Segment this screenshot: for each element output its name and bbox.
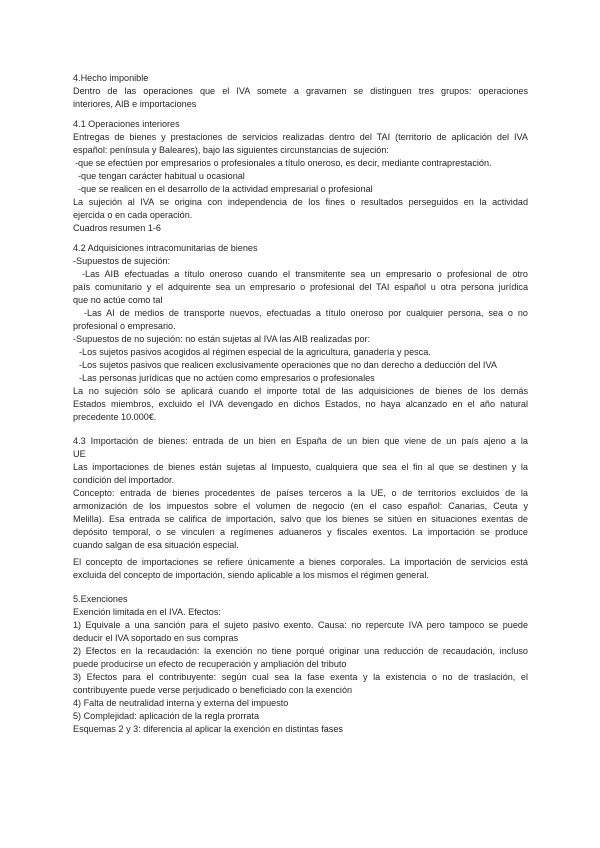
list-item: -que se efectúen por empresarios o profesionales a título oneroso, es decir, mediante contraprestación. <box>75 158 492 168</box>
paragraph-line: La no sujeción sólo se aplicará cuando el importe total de las adquisiciones de bienes de los demás <box>73 386 528 396</box>
list-item: -Los sujetos pasivos que realicen exclusivamente operaciones que no dan derecho a deducción del IVA <box>79 360 497 370</box>
list-item: -que se realicen en el desarrollo de la actividad empresarial o profesional <box>78 184 373 194</box>
list-item: -Las AI de medios de transporte nuevos, efectuadas a título oneroso por cualquier persona, sea o no <box>84 308 528 318</box>
section-5-title: 5.Exenciones <box>73 594 128 604</box>
paragraph-line: -Supuestos de sujeción: <box>73 256 171 266</box>
paragraph-line: Concepto: entrada de bienes procedentes de países terceros a la UE, o de territorios excluidos de la <box>73 488 528 498</box>
list-item: -que tengan carácter habitual u ocasional <box>78 171 245 181</box>
list-item: -Las AIB efectuadas a título oneroso cuando el transmitente sea un empresario o profesional de otro <box>82 269 528 279</box>
section-4-3-title: 4.3 Importación de bienes: entrada de un bien en España de un bien que viene de un país ajeno a la <box>73 436 528 446</box>
section-4-2-title: 4.2 Adquisiciones intracomunitarias de bienes <box>73 243 258 253</box>
paragraph-line: Exención limitada en el IVA. Efectos: <box>73 607 221 617</box>
list-item: -Las personas jurídicas que no actúen como empresarios o profesionales <box>79 373 375 383</box>
list-item: -Los sujetos pasivos acogidos al régimen especial de la agricultura, ganadería y pesca. <box>79 347 431 357</box>
paragraph-line: excluida del concepto de importación, siendo aplicable a los mismos el régimen general. <box>73 570 429 580</box>
paragraph-line: deducir el IVA soportado en sus compras <box>73 633 239 643</box>
section-4-title: 4.Hecho imponible <box>73 73 149 83</box>
section-4-1-title: 4.1 Operaciones interiores <box>73 119 180 129</box>
paragraph-line: país comunitario y el adquirente sea un empresario o profesional del TAI español u otra persona jurídica <box>73 282 528 292</box>
paragraph-line: profesional o empresario. <box>73 321 176 331</box>
paragraph-line: español: península y Baleares), bajo las siguientes circunstancias de sujeción: <box>73 145 389 155</box>
paragraph-line: Estados miembros, excluido el IVA devengado en dichos Estados, no haya alcanzado en el año natural <box>73 399 528 409</box>
paragraph-line: cuando salgan de esa situación especial. <box>73 540 239 550</box>
paragraph-line: Esquemas 2 y 3: diferencia al aplicar la exención en distintas fases <box>73 724 343 734</box>
section-4-3-title-cont: UE <box>73 449 86 459</box>
paragraph-line: Entregas de bienes y prestaciones de servicios realizadas dentro del TAI (territorio de aplicación del IVA <box>73 132 528 142</box>
paragraph-line: interiores, AIB e importaciones <box>73 99 197 109</box>
paragraph-line: La sujeción al IVA se origina con independencia de los fines o resultados perseguidos en la actividad <box>73 197 528 207</box>
paragraph-line: ejercida o en cada operación. <box>73 210 193 220</box>
paragraph-line: condición del importador. <box>73 475 175 485</box>
paragraph-line: armonización de los impuestos sobre el volumen de negocio (en el caso español: Canarias, Ceuta y <box>73 501 528 511</box>
paragraph-line: depósito temporal, o se vinculen a regímenes aduaneros y fiscales exentos. La importación se produce <box>73 527 528 537</box>
paragraph-line: Las importaciones de bienes están sujetas al Impuesto, cualquiera que sea el fin al que se destinen y la <box>73 462 528 472</box>
paragraph-line: Cuadros resumen 1-6 <box>73 223 161 233</box>
list-item: 5) Complejidad: aplicación de la regla prorrata <box>73 711 260 721</box>
list-item: 4) Falta de neutralidad interna y externa del impuesto <box>73 698 289 708</box>
list-item: 3) Efectos para el contribuyente: según cual sea la fase exenta y la existencia o no de traslación, el <box>73 672 528 682</box>
paragraph-line: puede producirse un efecto de recuperación y ampliación del tributo <box>73 659 347 669</box>
paragraph-line: Dentro de las operaciones que el IVA somete a gravamen se distinguen tres grupos: operaciones <box>73 86 528 96</box>
paragraph-line: contribuyente puede verse perjudicado o beneficiado con la exención <box>73 685 353 695</box>
paragraph-line: -Supuestos de no sujeción: no están sujetas al IVA las AIB realizadas por: <box>73 334 371 344</box>
paragraph-line: que no actúe como tal <box>73 295 163 305</box>
list-item: 2) Efectos en la recaudación: la exención no tiene porqué originar una reducción de recaudación, incluso <box>73 646 528 656</box>
paragraph-line: precedente 10.000€. <box>73 412 157 422</box>
paragraph-line: Melilla). Esa entrada se califica de importación, salvo que los bienes se sitúen en situaciones exentas de <box>73 514 528 524</box>
paragraph-line: El concepto de importaciones se refiere únicamente a bienes corporales. La importación de servicios está <box>73 557 528 567</box>
list-item: 1) Equivale a una sanción para el sujeto pasivo exento. Causa: no repercute IVA pero tampoco se puede <box>73 620 528 630</box>
